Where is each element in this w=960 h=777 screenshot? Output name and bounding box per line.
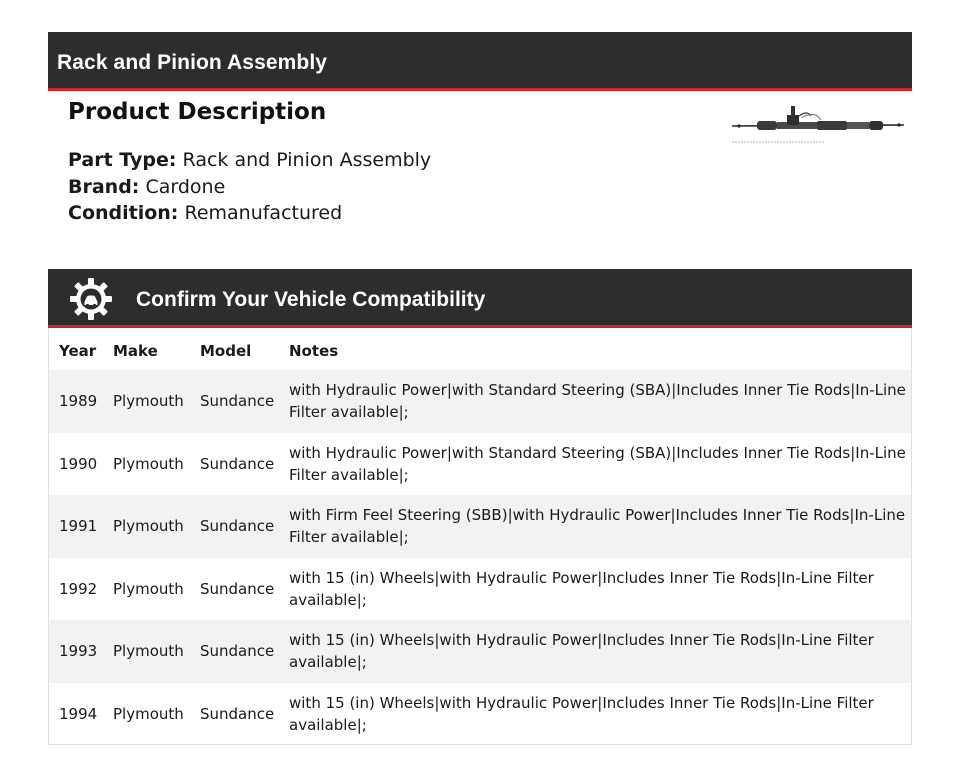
product-description-section [68,96,708,227]
column-header-year: Year [59,342,97,360]
spec-label: Part Type: [68,149,177,171]
table-row [49,370,911,433]
table-row [49,683,911,746]
table-row [49,495,911,558]
spec-label: Condition: [68,202,179,224]
cell-notes: with Hydraulic Power|with Standard Steering (SBA)|Includes Inner Tie Rods|In-Line Filter available|; [289,443,906,484]
cell-make: Plymouth [113,642,184,660]
compatibility-title: Confirm Your Vehicle Compatibility [136,288,486,311]
cell-make: Plymouth [113,517,184,535]
cell-year: 1993 [59,642,98,660]
compatibility-table [48,328,912,745]
cell-make: Plymouth [113,392,184,410]
cell-make: Plymouth [113,454,184,473]
cell-year: 1992 [59,579,98,598]
cell-year: 1989 [59,392,98,410]
cell-notes: with 15 (in) Wheels|with Hydraulic Power|Includes Inner Tie Rods|In-Line Filter available|; [289,568,874,609]
spec-value: Rack and Pinion Assembly [182,149,432,171]
table-row [49,620,911,683]
cell-year: 1990 [59,454,98,473]
cell-model: Sundance [200,579,275,598]
column-header-model: Model [200,342,252,360]
gear-car-icon [69,277,113,321]
description-heading: Product Description [68,99,327,125]
product-title: Rack and Pinion Assembly [57,51,328,74]
table-header-row [49,328,911,370]
product-title-bar [48,32,912,91]
cell-notes: with 15 (in) Wheels|with Hydraulic Power|Includes Inner Tie Rods|In-Line Filter available|; [289,631,874,671]
table-row [49,433,911,496]
cell-notes: with 15 (in) Wheels|with Hydraulic Power|Includes Inner Tie Rods|In-Line Filter available|; [289,693,874,734]
spec-value: Cardone [145,175,226,198]
column-header-make: Make [113,342,158,360]
cell-notes: with Hydraulic Power|with Standard Steering (SBA)|Includes Inner Tie Rods|In-Line Filter available|; [289,381,906,421]
table-row [49,558,911,621]
cell-model: Sundance [200,704,275,723]
cell-year: 1991 [59,517,98,535]
spec-part-type [68,147,708,174]
cell-notes: with Firm Feel Steering (SBB)|with Hydraulic Power|Includes Inner Tie Rods|In-Line Filter available|; [289,506,906,546]
cell-make: Plymouth [113,579,184,598]
cell-model: Sundance [200,454,275,473]
rack-and-pinion-image-icon [729,100,907,148]
cell-make: Plymouth [113,704,184,723]
spec-label: Brand: [68,175,140,198]
compatibility-header-bar [48,269,912,328]
cell-model: Sundance [200,642,275,660]
spec-value: Remanufactured [184,202,343,224]
column-header-notes: Notes [289,342,339,360]
cell-year: 1994 [59,704,98,723]
spec-brand [68,174,708,201]
product-image[interactable] [729,100,907,148]
cell-model: Sundance [200,517,275,535]
spec-list [68,147,708,227]
spec-condition [68,200,708,227]
cell-model: Sundance [200,392,275,410]
